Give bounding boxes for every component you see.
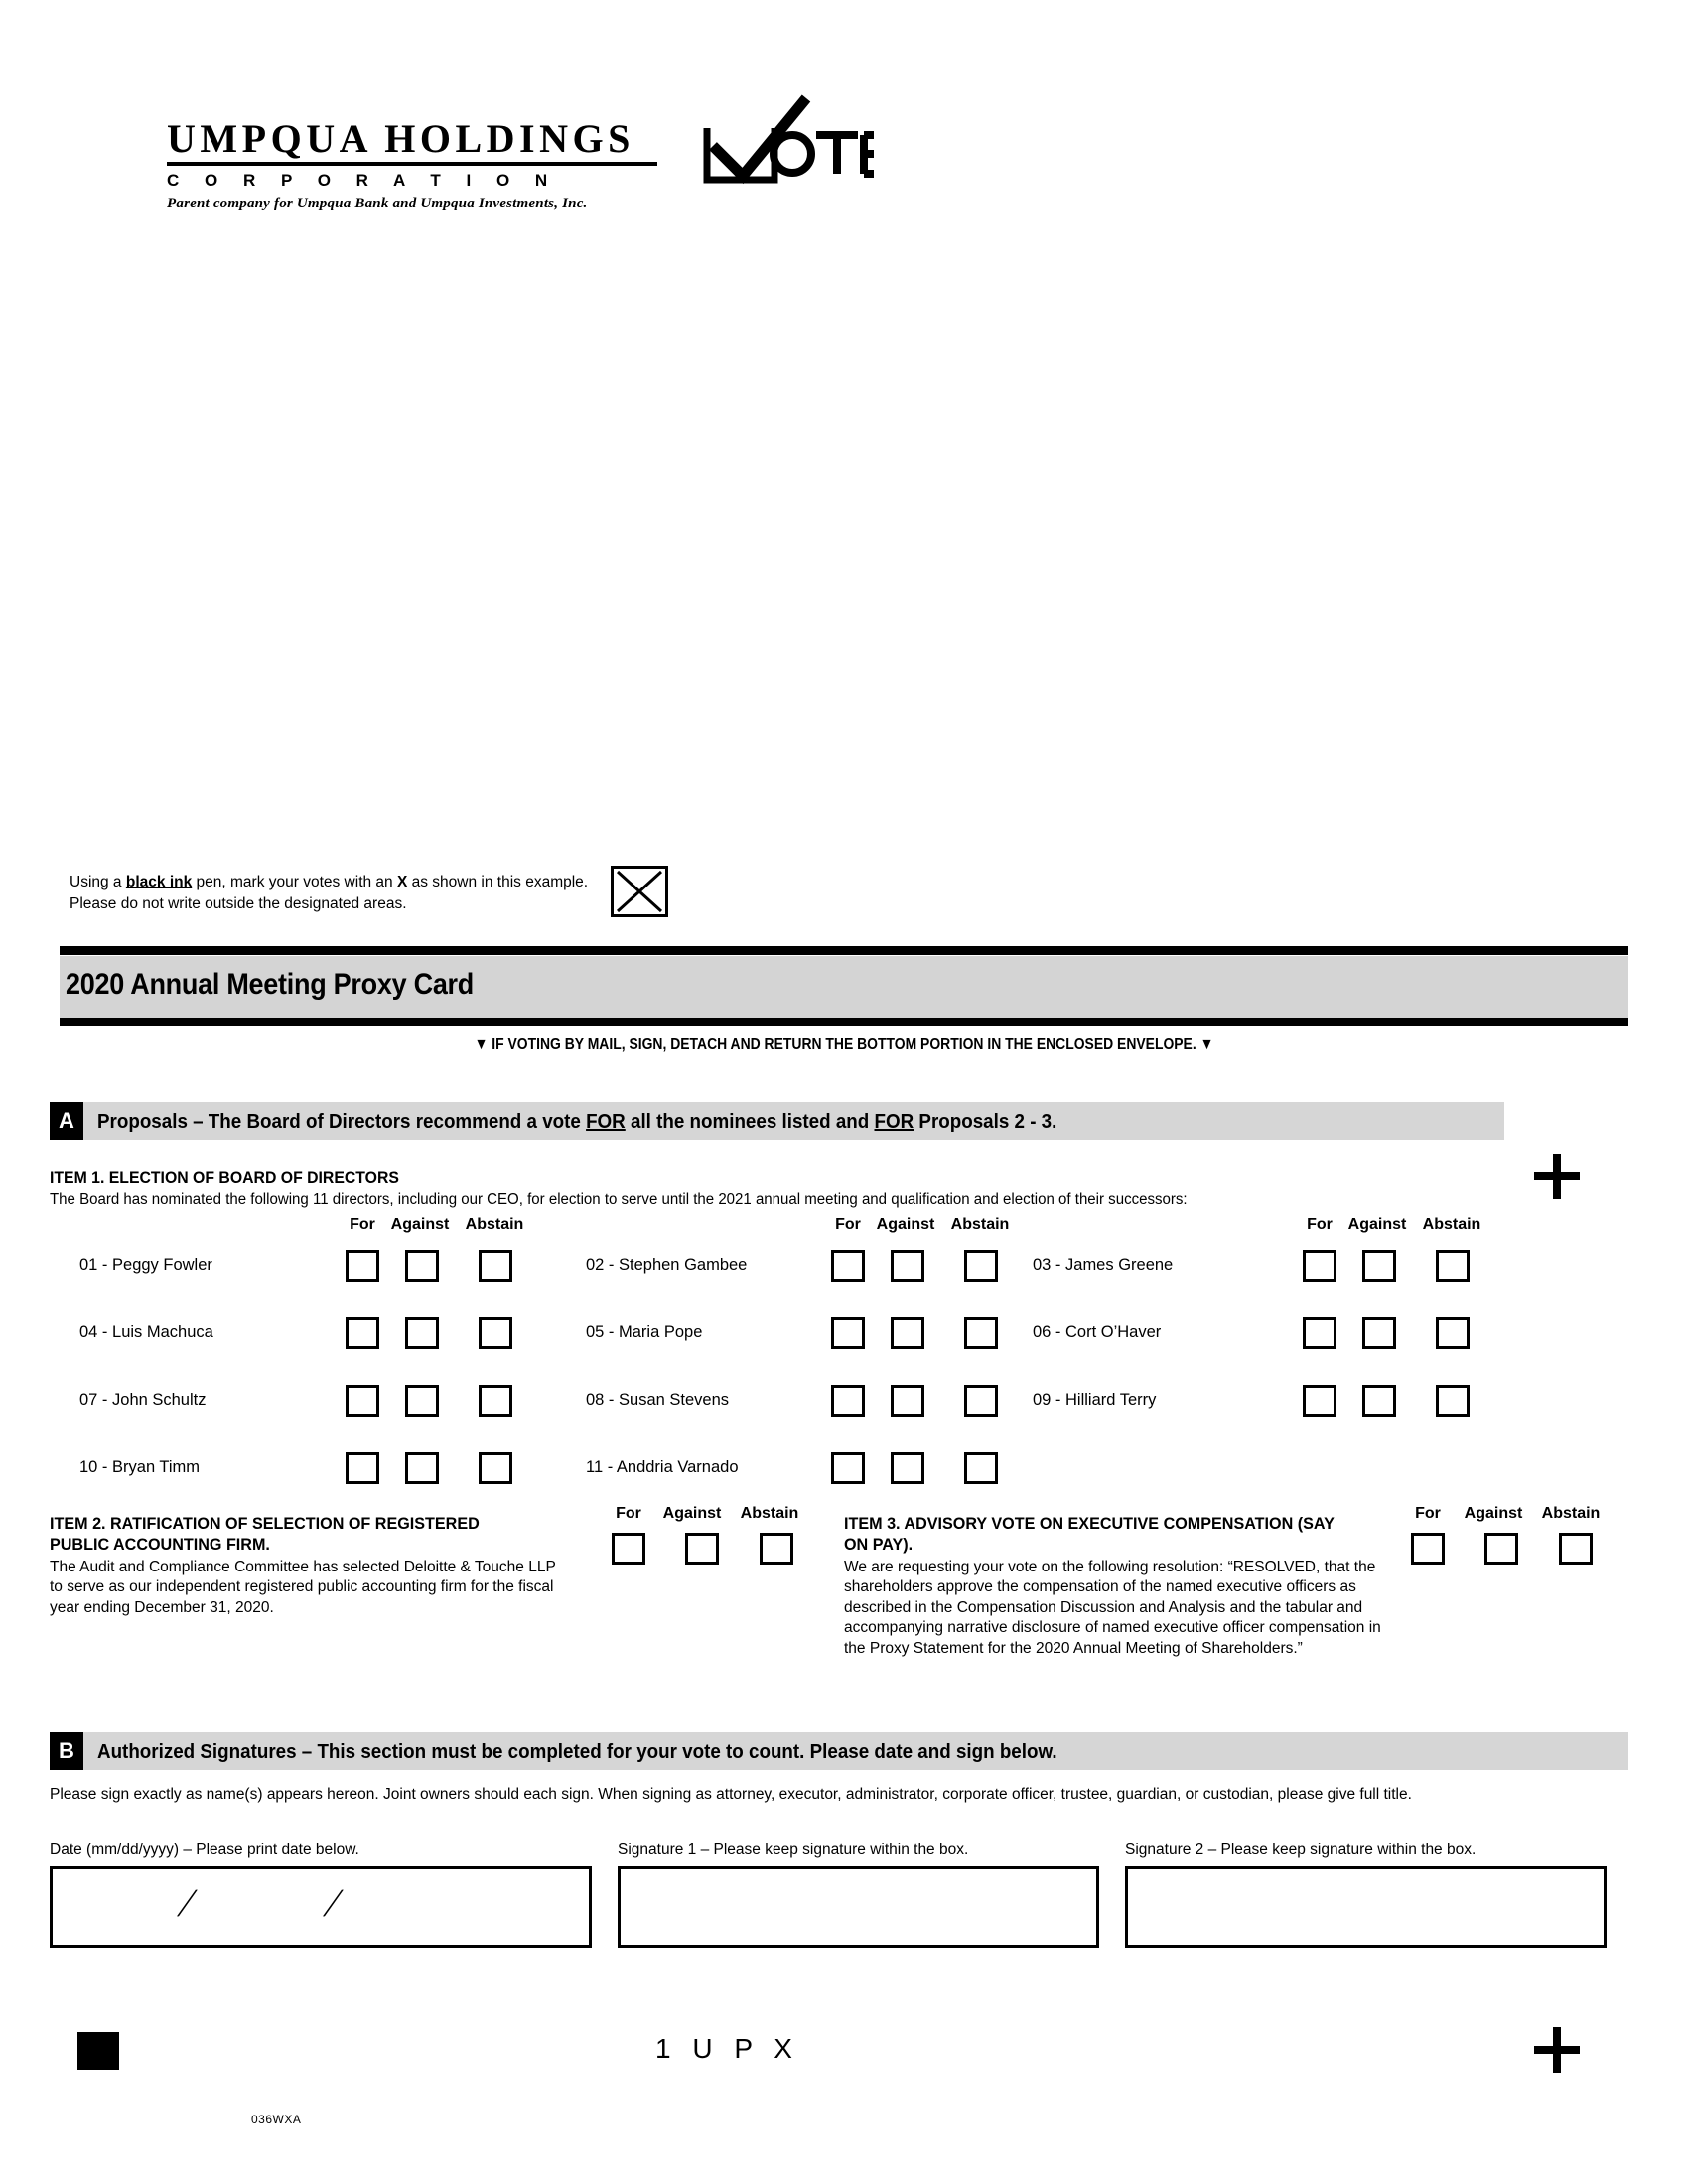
- director-row: [1003, 1309, 1499, 1377]
- item2-block: [50, 1513, 566, 1618]
- checkbox-against[interactable]: [1362, 1250, 1396, 1282]
- alignment-square-marker: [77, 2032, 119, 2070]
- footer-form-code: 036WXA: [251, 2113, 302, 2126]
- checkbox-abstain[interactable]: [964, 1317, 998, 1349]
- director-row: [1003, 1377, 1499, 1444]
- item3-vote-headers: [1405, 1505, 1633, 1527]
- vote-header-against: Against: [876, 1216, 935, 1233]
- director-row: [50, 1444, 526, 1512]
- item1-heading: ITEM 1. ELECTION OF BOARD OF DIRECTORS: [50, 1168, 399, 1187]
- title-rule-bottom: [60, 1018, 1628, 1026]
- registration-cross-bottom-right: [1534, 2027, 1580, 2073]
- director-name: 09 - Hilliard Terry: [1033, 1391, 1157, 1409]
- vote-header-abstain: Abstain: [740, 1505, 799, 1522]
- section-b-letter: B: [50, 1732, 83, 1770]
- date-field-label: Date (mm/dd/yyyy) – Please print date below.: [50, 1842, 359, 1858]
- proxy-card-title-bar: [60, 956, 1628, 1018]
- item1-body: The Board has nominated the following 11 directors, including our CEO, for election to serve until the 2021 annual meeting and qualification and election of their successors:: [50, 1191, 1188, 1208]
- instr-text-a: Using a: [70, 874, 126, 890]
- item3-heading: ITEM 3. ADVISORY VOTE ON EXECUTIVE COMPENSATION (SAY ON PAY).: [844, 1514, 1335, 1555]
- registration-cross-top-right: [1534, 1154, 1580, 1199]
- instr-text-c: as shown in this example.: [407, 874, 589, 890]
- signature1-input-box[interactable]: [618, 1866, 1099, 1948]
- director-row: [556, 1242, 1033, 1309]
- date-input-box[interactable]: [50, 1866, 592, 1948]
- director-name: 03 - James Greene: [1033, 1256, 1174, 1274]
- signature2-field-label: Signature 2 – Please keep signature within the box.: [1125, 1842, 1477, 1858]
- section-a-for1: FOR: [586, 1111, 626, 1133]
- director-name: 02 - Stephen Gambee: [586, 1256, 748, 1274]
- checkbox-against[interactable]: [405, 1452, 439, 1484]
- section-a-title: [97, 1111, 1056, 1134]
- item2-checkbox-for[interactable]: [612, 1533, 645, 1565]
- vote-header-abstain: Abstain: [1422, 1216, 1481, 1233]
- checkbox-against[interactable]: [891, 1250, 924, 1282]
- director-row: [556, 1309, 1033, 1377]
- marking-instructions-line2: Please do not write outside the designated areas.: [70, 895, 407, 913]
- marking-instructions-line1: [70, 872, 626, 893]
- example-marked-checkbox: [611, 866, 668, 917]
- item3-body: We are requesting your vote on the following resolution: “RESOLVED, that the shareholders approve the compensation of the named executive officers as described in the Compensation Discussion and Analysis and the tabular and accompanying narrative disclosure of named executive officer compensation in the Proxy Statement for the 2020 Annual Meeting of Shareholders.”: [844, 1558, 1381, 1657]
- vote-header-against: Against: [662, 1505, 722, 1522]
- checkbox-for[interactable]: [831, 1385, 865, 1417]
- item2-checkbox-abstain[interactable]: [760, 1533, 793, 1565]
- vote-header-for: For: [1415, 1505, 1441, 1522]
- checkbox-against[interactable]: [1362, 1317, 1396, 1349]
- section-a-header: [50, 1102, 1504, 1140]
- checkbox-for[interactable]: [1303, 1317, 1336, 1349]
- checkbox-against[interactable]: [891, 1385, 924, 1417]
- signature-note: Please sign exactly as name(s) appears hereon. Joint owners should each sign. When signing as attorney, executor, administrator, corporate officer, trustee, guardian, or custodian, please give full title.: [50, 1786, 1412, 1803]
- director-column-2: [556, 1216, 1033, 1512]
- section-a-text3: Proposals 2 - 3.: [914, 1111, 1057, 1133]
- vote-header-row-col1: [50, 1216, 526, 1242]
- director-row: [556, 1444, 1033, 1512]
- checkbox-abstain[interactable]: [479, 1317, 512, 1349]
- director-name: 04 - Luis Machuca: [79, 1323, 213, 1341]
- vote-header-row-col3: [1003, 1216, 1499, 1242]
- director-name: 11 - Anddria Varnado: [586, 1458, 739, 1476]
- checkbox-for[interactable]: [831, 1452, 865, 1484]
- checkbox-against[interactable]: [891, 1317, 924, 1349]
- vote-header-abstain: Abstain: [465, 1216, 524, 1233]
- checkbox-abstain[interactable]: [964, 1250, 998, 1282]
- logo-company-name: UMPQUA HOLDINGS: [167, 116, 634, 161]
- director-name: 01 - Peggy Fowler: [79, 1256, 212, 1274]
- vote-header-for: For: [835, 1216, 861, 1233]
- director-name: 06 - Cort O’Haver: [1033, 1323, 1162, 1341]
- logo-divider-rule: [167, 162, 657, 166]
- date-separator-slash-1: /: [173, 1880, 202, 1925]
- director-row: [1003, 1242, 1499, 1309]
- item2-vote-headers: [606, 1505, 824, 1527]
- section-a-letter: A: [50, 1102, 83, 1140]
- director-name: 07 - John Schultz: [79, 1391, 207, 1409]
- section-b-header: [50, 1732, 1628, 1770]
- checkbox-abstain[interactable]: [964, 1452, 998, 1484]
- page-title: 2020 Annual Meeting Proxy Card: [66, 968, 475, 1001]
- checkbox-against[interactable]: [891, 1452, 924, 1484]
- checkbox-for[interactable]: [346, 1250, 379, 1282]
- director-name: 10 - Bryan Timm: [79, 1458, 201, 1476]
- checkbox-for[interactable]: [346, 1452, 379, 1484]
- checkbox-abstain[interactable]: [1436, 1317, 1470, 1349]
- vote-header-abstain: Abstain: [950, 1216, 1010, 1233]
- vote-header-against: Against: [390, 1216, 450, 1233]
- checkbox-against[interactable]: [405, 1250, 439, 1282]
- vote-checkmark-icon: [695, 94, 874, 184]
- item2-body: The Audit and Compliance Committee has selected Deloitte & Touche LLP to serve as our independent registered public accounting firm for the fiscal year ending December 31, 2020.: [50, 1558, 556, 1616]
- director-row: [50, 1309, 526, 1377]
- section-a-text2: all the nominees listed and: [625, 1111, 875, 1133]
- logo-corporation-word: C O R P O R A T I O N: [167, 171, 558, 190]
- vote-header-for: For: [616, 1505, 641, 1522]
- checkbox-abstain[interactable]: [964, 1385, 998, 1417]
- item3-block: [844, 1513, 1385, 1660]
- vote-header-for: For: [1307, 1216, 1333, 1233]
- checkbox-abstain[interactable]: [479, 1250, 512, 1282]
- director-row: [50, 1242, 526, 1309]
- checkbox-for[interactable]: [1303, 1250, 1336, 1282]
- date-separator-slash-2: /: [319, 1880, 348, 1925]
- checkbox-for[interactable]: [1303, 1385, 1336, 1417]
- checkbox-abstain[interactable]: [479, 1385, 512, 1417]
- instr-black-ink: black ink: [125, 874, 193, 890]
- footer-upx-code: 1 U P X: [655, 2033, 799, 2064]
- checkbox-for[interactable]: [346, 1385, 379, 1417]
- checkbox-against[interactable]: [405, 1317, 439, 1349]
- checkbox-for[interactable]: [831, 1317, 865, 1349]
- signature1-field-label: Signature 1 – Please keep signature within the box.: [618, 1842, 969, 1858]
- section-a-text1: Proposals – The Board of Directors recommend a vote: [97, 1111, 587, 1133]
- logo-tagline: Parent company for Umpqua Bank and Umpqua Investments, Inc.: [167, 196, 588, 211]
- vote-header-against: Against: [1347, 1216, 1407, 1233]
- checkbox-for[interactable]: [346, 1317, 379, 1349]
- checkbox-abstain[interactable]: [1436, 1250, 1470, 1282]
- vote-header-for: For: [350, 1216, 375, 1233]
- item2-checkbox-against[interactable]: [685, 1533, 719, 1565]
- checkbox-for[interactable]: [831, 1250, 865, 1282]
- director-column-3: [1003, 1216, 1499, 1444]
- vote-header-abstain: Abstain: [1541, 1505, 1601, 1522]
- director-name: 08 - Susan Stevens: [586, 1391, 730, 1409]
- item2-heading: ITEM 2. RATIFICATION OF SELECTION OF REGISTERED PUBLIC ACCOUNTING FIRM.: [50, 1514, 480, 1555]
- director-column-1: [50, 1216, 526, 1512]
- vote-header-against: Against: [1464, 1505, 1523, 1522]
- signature2-input-box[interactable]: [1125, 1866, 1607, 1948]
- item3-checkbox-for[interactable]: [1411, 1533, 1445, 1565]
- mail-instruction: ▼ IF VOTING BY MAIL, SIGN, DETACH AND RETURN THE BOTTOM PORTION IN THE ENCLOSED ENVELOPE. ▼: [474, 1036, 1214, 1053]
- checkbox-against[interactable]: [1362, 1385, 1396, 1417]
- instr-text-b: pen, mark your votes with an: [192, 874, 397, 890]
- checkbox-abstain[interactable]: [1436, 1385, 1470, 1417]
- section-b-title: Authorized Signatures – This section must be completed for your vote to count. Please date and sign below.: [97, 1741, 1057, 1763]
- item3-checkbox-abstain[interactable]: [1559, 1533, 1593, 1565]
- instr-x-letter: X: [396, 874, 408, 890]
- title-rule-top: [60, 946, 1628, 955]
- director-name: 05 - Maria Pope: [586, 1323, 703, 1341]
- checkbox-against[interactable]: [405, 1385, 439, 1417]
- section-a-for2: FOR: [874, 1111, 914, 1133]
- item3-checkbox-against[interactable]: [1484, 1533, 1518, 1565]
- marking-instructions: [70, 872, 626, 916]
- vote-header-row-col2: [556, 1216, 1033, 1242]
- checkbox-abstain[interactable]: [479, 1452, 512, 1484]
- director-row: [556, 1377, 1033, 1444]
- director-row: [50, 1377, 526, 1444]
